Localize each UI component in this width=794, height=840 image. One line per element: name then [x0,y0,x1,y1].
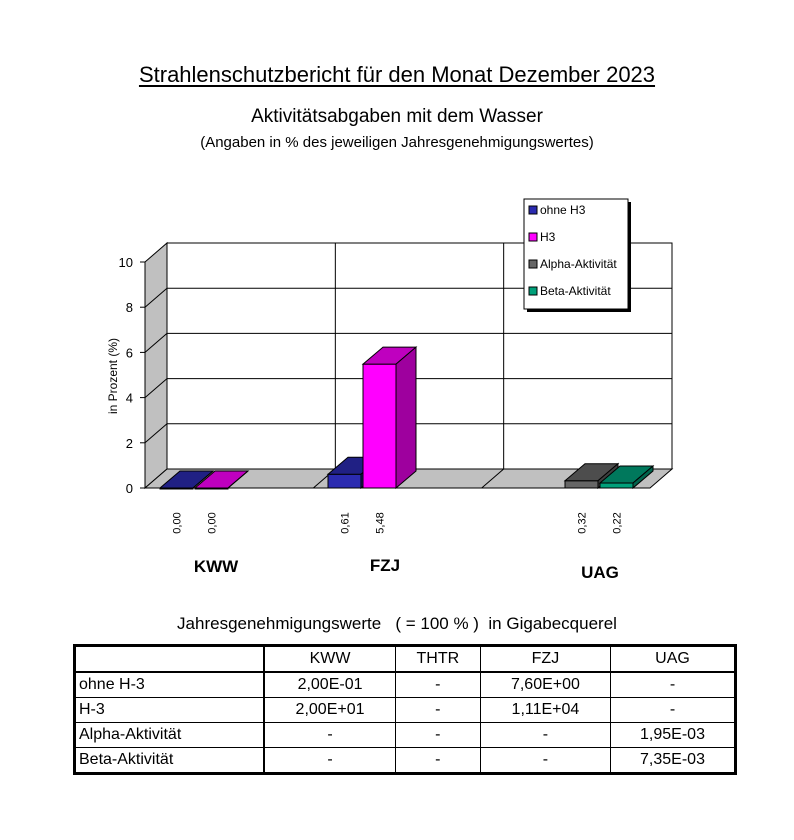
table-header-row [75,646,736,673]
legend-entry: ohne H3 [540,203,586,217]
data-label: 0,00 [206,512,219,534]
category-label: FZJ [369,556,401,575]
y-tick-label: 6 [125,345,133,361]
table-header-cell [75,646,265,673]
table-row [75,672,736,698]
chart-note: (Angaben in % des jeweiligen Jahresgenehmigungswertes) [200,134,594,151]
table-cell: - [611,672,736,698]
category-label: UAG [581,563,619,582]
page-title: Strahlenschutzbericht für den Monat Dezember 2023 [138,62,656,87]
table-cell: 1,11E+04 [480,698,610,723]
table-cell: - [395,672,480,698]
table-cell: 7,35E-03 [611,748,736,774]
table-row [75,748,736,774]
legend-swatch [529,260,537,268]
data-label: 5,48 [374,512,387,534]
table-cell: 2,00E-01 [264,672,395,698]
y-axis [106,255,145,496]
legend-entry: Alpha-Aktivität [540,257,617,271]
category-labels [194,556,619,582]
table-cell: 7,60E+00 [480,672,610,698]
y-tick-label: 0 [125,481,133,496]
data-label: 0,61 [339,512,352,534]
table-header-cell: KWW [264,646,395,673]
approval-values-table [73,644,737,775]
category-label: KWW [193,557,239,576]
row-label: Beta-Aktivität [75,748,265,774]
table-cell: - [480,748,610,774]
table-header-cell: FZJ [480,646,610,673]
bar-front [600,483,633,488]
table-cell: - [395,723,480,748]
y-tick-label: 10 [118,255,133,270]
table-cell: - [395,748,480,774]
row-label: ohne H-3 [75,672,265,698]
table-cell: 1,95E-03 [611,723,736,748]
table-header-cell: THTR [395,646,480,673]
bar-front [565,481,598,488]
legend-swatch [529,206,537,214]
table-row [75,698,736,723]
table-header-cell: UAG [611,646,736,673]
bar-front [328,474,361,488]
data-label: 0,32 [576,512,589,534]
y-tick-label: 4 [125,390,133,406]
row-label: Alpha-Aktivität [75,723,265,748]
legend-entry: H3 [540,230,556,244]
data-labels [172,512,624,533]
side-wall [145,243,167,488]
table-cell: 2,00E+01 [264,698,395,723]
table-cell: - [264,748,395,774]
legend-swatch [529,233,537,241]
y-tick-label: 2 [125,435,133,451]
table-cell: - [264,723,395,748]
data-label: 0,00 [171,512,184,534]
bar-side [396,347,416,488]
y-axis-label: in Prozent (%) [106,337,120,415]
bar-front [363,364,396,488]
y-tick-label: 8 [125,300,133,316]
row-label: H-3 [75,698,265,723]
legend-entry: Beta-Aktivität [540,284,611,298]
table-cell: - [395,698,480,723]
table-row [75,723,736,748]
chart-legend [524,199,631,312]
table-cell: - [611,698,736,723]
data-label: 0,22 [611,512,624,534]
table-cell: - [480,723,610,748]
bar-h3-fzj [363,347,416,488]
legend-swatch [529,287,537,295]
chart-subtitle: Aktivitätsabgaben mit dem Wasser [251,106,543,127]
table-title: Jahresgenehmigungswerte ( = 100 % ) in Gigabecquerel [177,614,617,633]
